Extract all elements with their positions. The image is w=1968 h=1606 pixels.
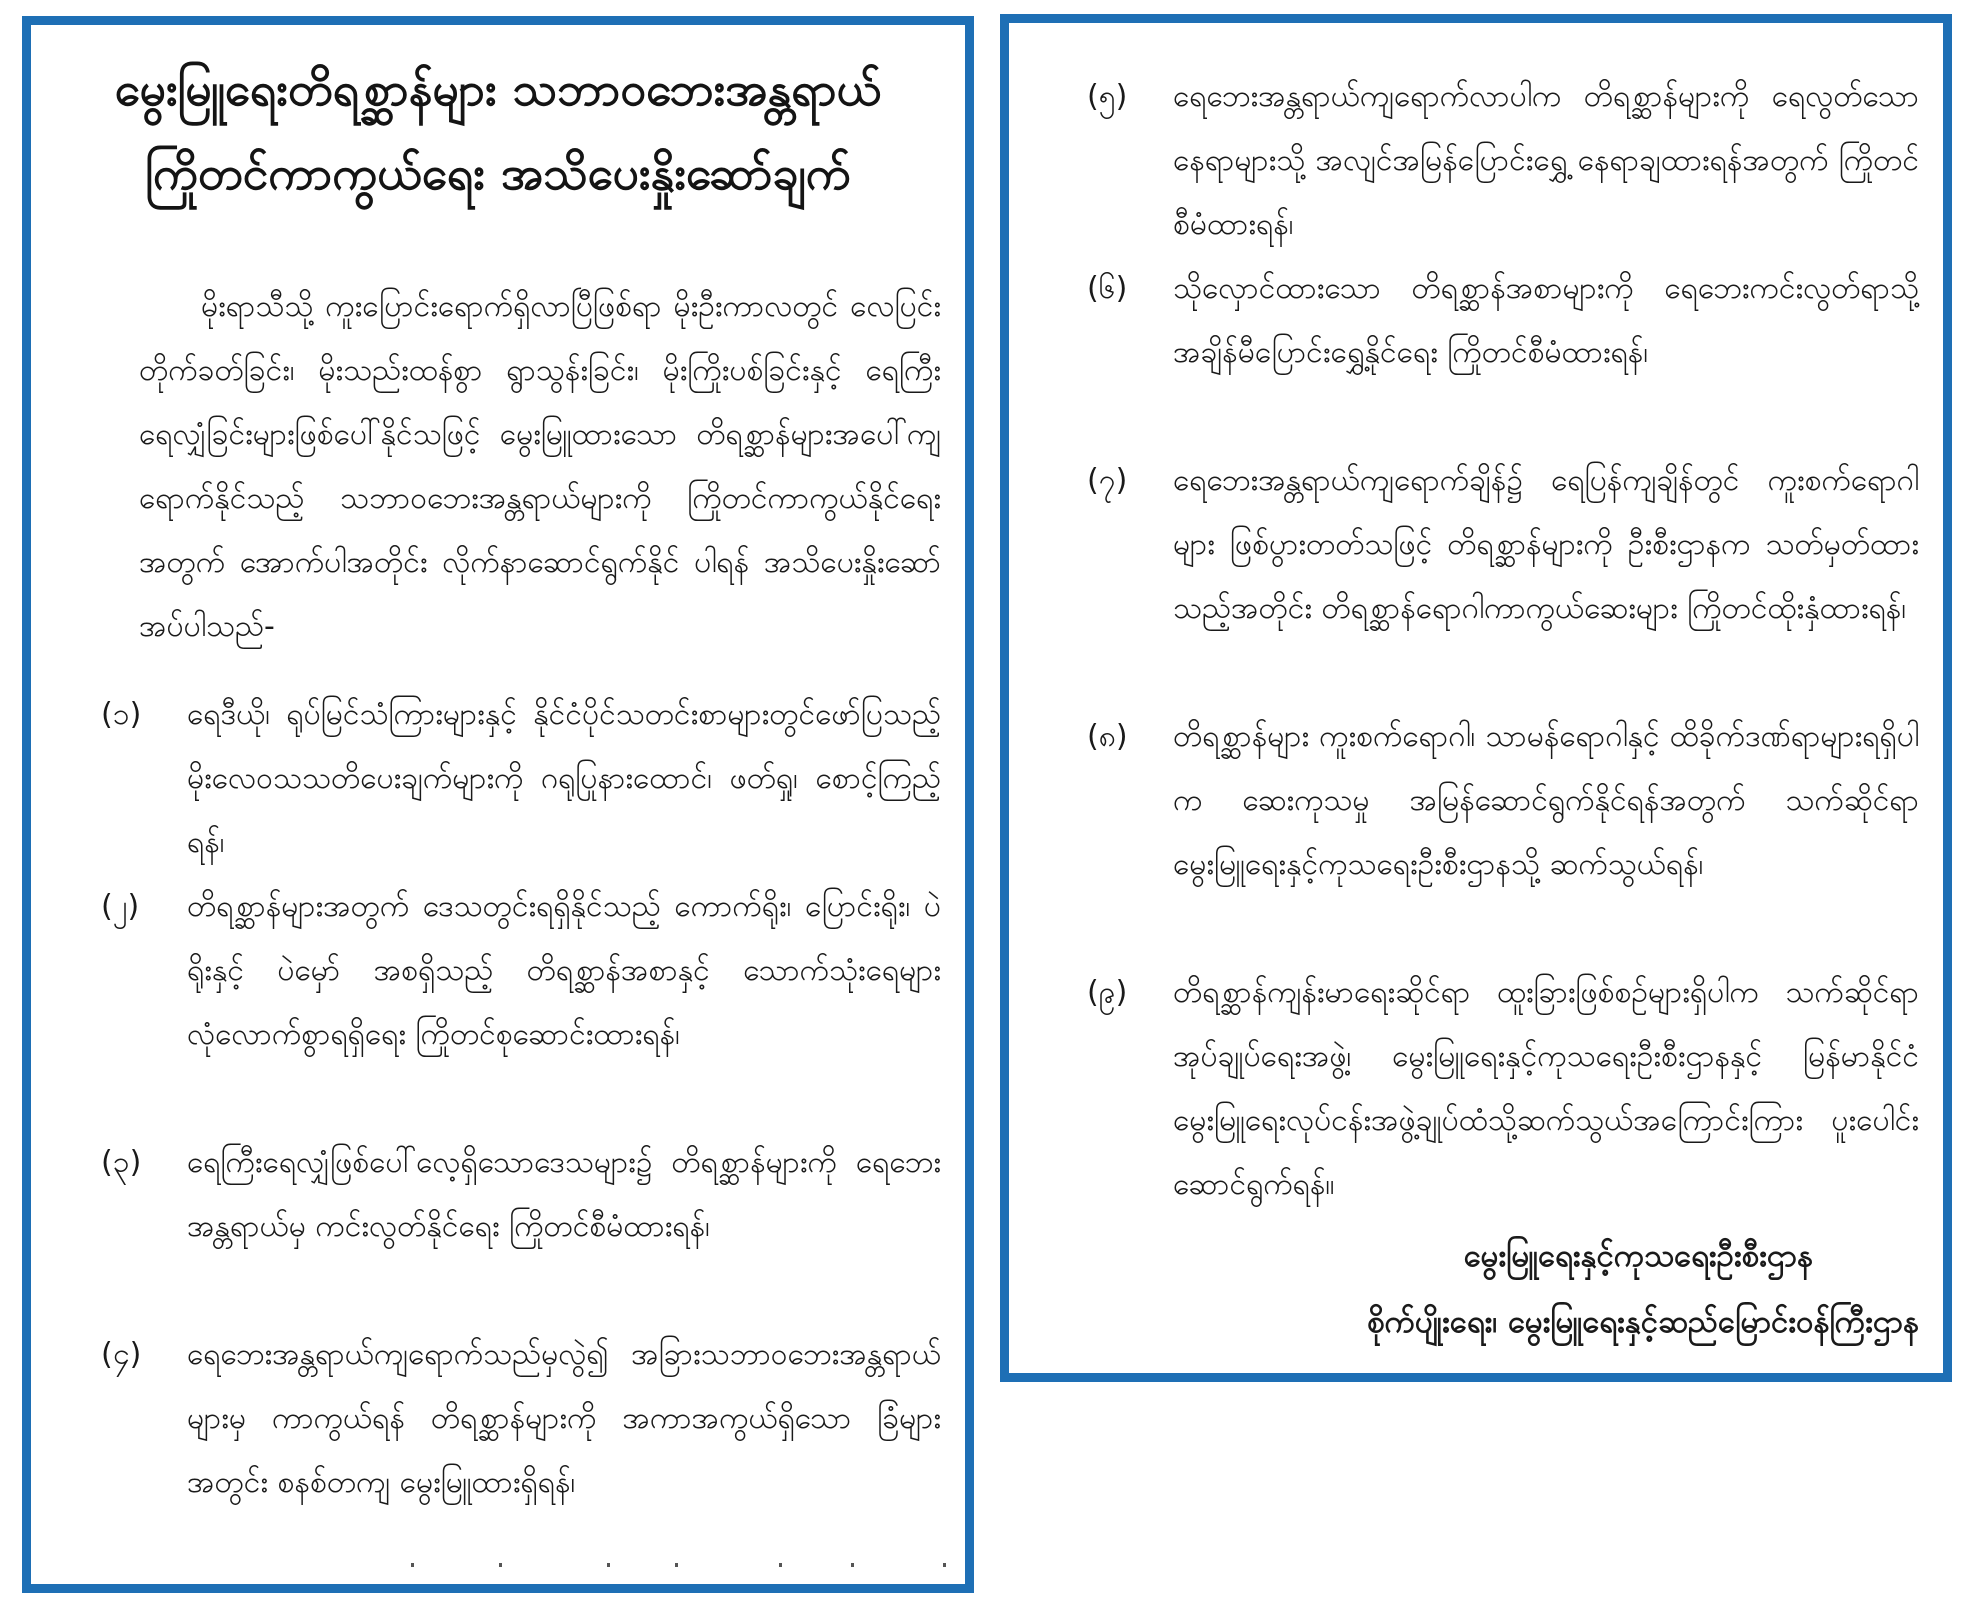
item-text: ရေကြီးရေလျှံဖြစ်ပေါ်လေ့ရှိသောဒေသများ၌ တိရစ္ဆာန်များကို ရေဘေးအန္တရာယ်မှ ကင်းလွတ်နိုင်ရေး ကြိုတင်စီမံထားရန်၊ [187, 1145, 941, 1244]
item-number: (၆) [1087, 271, 1128, 306]
item-text: တိရစ္ဆာန်များအတွက် ဒေသတွင်းရရှိနိုင်သည့် ကောက်ရိုး၊ ပြောင်းရိုး၊ ပဲရိုးနှင့် ပဲမှော် အစရှိသည့် တိရစ္ဆာန်အစာနှင့် သောက်သုံးရေများ လုံလောက်စွာရရှိရေး ကြိုတင်စုဆောင်းထားရန်၊ [187, 889, 941, 1052]
list-item [101, 1323, 941, 1515]
list-item [1087, 449, 1919, 641]
item-text: ရေဘေးအန္တရာယ်ကျရောက်ချိန်၌ ရေပြန်ကျချိန်တွင် ကူးစက်ရောဂါများ ဖြစ်ပွားတတ်သဖြင့် တိရစ္ဆာန်များကို ဦးစီးဌာနက သတ်မှတ်ထားသည့်အတိုင်း တိရစ္ဆာန်ရောဂါကာကွယ်ဆေးများ ကြိုတင်ထိုးနှံထားရန်၊ [1173, 463, 1919, 626]
signature-ministry: စိုက်ပျိုးရေး၊ မွေးမြူရေးနှင့်ဆည်မြောင်းဝန်ကြီးဌာန [1367, 1304, 1919, 1340]
title-line-2: ကြိုတင်ကာကွယ်ရေး အသိပေးနှိုးဆော်ချက် [145, 146, 851, 200]
item-text: သိုလှောင်ထားသော တိရစ္ဆာန်အစာများကို ရေဘေးကင်းလွတ်ရာသို့ အချိန်မီပြောင်းရွှေ့နိုင်ရေး ကြိုတင်စီမံထားရန်၊ [1173, 271, 1919, 370]
item-number: (၈) [1087, 719, 1128, 754]
list-item [1087, 257, 1919, 385]
item-text: ရေဒီယို၊ ရုပ်မြင်သံကြားများနှင့် နိုင်ငံပိုင်သတင်းစာများတွင်ဖော်ပြသည့် မိုးလေဝသသတိပေးချက်များကို ဂရုပြုနားထောင်၊ ဖတ်ရှု၊ စောင့်ကြည့်ရန်၊ [187, 697, 941, 860]
announcement-left-panel [22, 16, 974, 1593]
list-item [101, 683, 941, 875]
item-number: (၅) [1087, 79, 1128, 114]
signature-department: မွေးမြူရေးနှင့်ကုသရေးဦးစီးဌာန [1463, 1238, 1813, 1274]
item-number: (၂) [101, 889, 140, 924]
list-item [101, 875, 941, 1067]
item-number: (၄) [101, 1337, 142, 1372]
list-item [1087, 961, 1919, 1217]
item-number: (၃) [101, 1145, 142, 1180]
list-item [1087, 65, 1919, 257]
bottom-edge-marks [411, 1563, 951, 1567]
item-number: (၇) [1087, 463, 1128, 498]
item-text: တိရစ္ဆာန်ကျန်းမာရေးဆိုင်ရာ ထူးခြားဖြစ်စဉ်များရှိပါက သက်ဆိုင်ရာအုပ်ချုပ်ရေးအဖွဲ့၊ မွေးမြူရေးနှင့်ကုသရေးဦးစီးဌာနနှင့် မြန်မာနိုင်ငံ မွေးမြူရေးလုပ်ငန်းအဖွဲ့ချုပ်ထံသို့ဆက်သွယ်အကြောင်းကြား ပူးပေါင်းဆောင်ရွက်ရန်။ [1173, 975, 1919, 1202]
title-line-1: မွေးမြူရေးတိရစ္ဆာန်များ သဘာဝဘေးအန္တရာယ် [114, 62, 882, 116]
item-text: တိရစ္ဆာန်များ ကူးစက်ရောဂါ၊ သာမန်ရောဂါနှင့် ထိခိုက်ဒဏ်ရာများရရှိပါက ဆေးကုသမှု အမြန်ဆောင်ရွက်နိုင်ရန်အတွက် သက်ဆိုင်ရာ မွေးမြူရေးနှင့်ကုသရေးဦးစီးဌာနသို့ ဆက်သွယ်ရန်၊ [1173, 719, 1919, 882]
item-number: (၁) [101, 697, 142, 732]
list-item [1087, 705, 1919, 897]
item-text: ရေဘေးအန္တရာယ်ကျရောက်လာပါက တိရစ္ဆာန်များကို ရေလွတ်သောနေရာများသို့ အလျင်အမြန်ပြောင်းရွှေ့ နေရာချထားရန်အတွက် ကြိုတင်စီမံထားရန်၊ [1173, 79, 1919, 242]
announcement-right-panel [1000, 14, 1952, 1382]
intro-paragraph: မိုးရာသီသို့ ကူးပြောင်းရောက်ရှိလာပြီဖြစ်ရာ မိုးဦးကာလတွင် လေပြင်းတိုက်ခတ်ခြင်း၊ မိုးသည်းထန်စွာ ရွာသွန်းခြင်း၊ မိုးကြိုးပစ်ခြင်းနှင့် ရေကြီးရေလျှံခြင်းများဖြစ်ပေါ်နိုင်သဖြင့် မွေးမြူထားသော တိရစ္ဆာန်များအပေါ်ကျရောက်နိုင်သည့် သဘာဝဘေးအန္တရာယ်များကို ကြိုတင်ကာကွယ်နိုင်ရေးအတွက် အောက်ပါအတိုင်း လိုက်နာဆောင်ရွက်နိုင် ပါရန် အသိပေးနှိုးဆော်အပ်ပါသည်- [139, 289, 941, 644]
item-text: ရေဘေးအန္တရာယ်ကျရောက်သည်မှလွဲ၍ အခြားသဘာဝဘေးအန္တရာယ်များမှ ကာကွယ်ရန် တိရစ္ဆာန်များကို အကာအကွယ်ရှိသော ခြံများအတွင်း စနစ်တကျ မွေးမြူထားရှိရန်၊ [187, 1337, 941, 1500]
item-number: (၉) [1087, 975, 1128, 1010]
list-item [101, 1131, 941, 1259]
